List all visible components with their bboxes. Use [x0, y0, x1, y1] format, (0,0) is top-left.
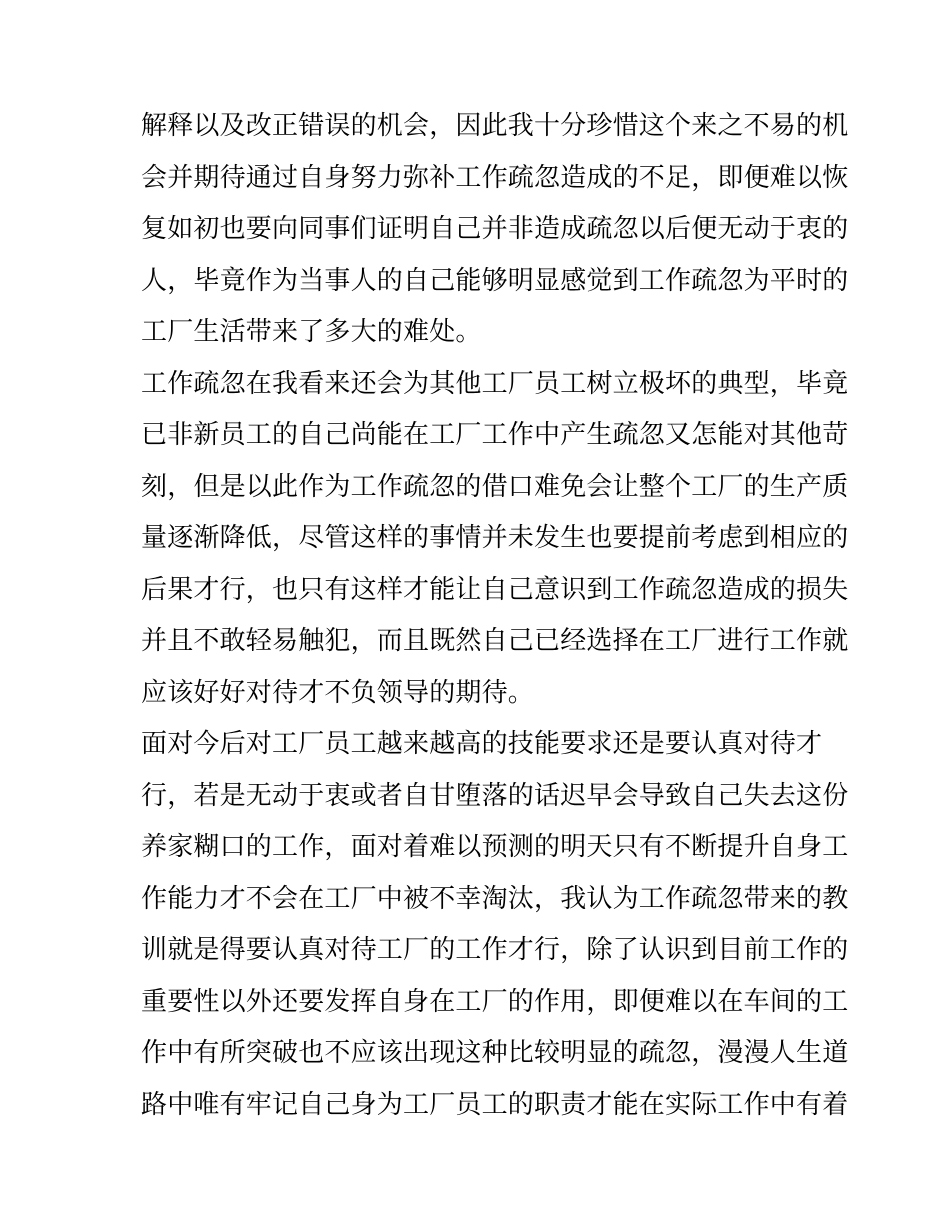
- text-line: 并且不敢轻易触犯，而且既然自己已经选择在工厂进行工作就: [141, 626, 849, 656]
- text-line: 量逐渐降低，尽管这样的事情并未发生也要提前考虑到相应的: [141, 523, 849, 553]
- body-text: [141, 101, 849, 1131]
- text-line: 人，毕竟作为当事人的自己能够明显感觉到工作疏忽为平时的: [141, 265, 849, 296]
- text-line: 行，若是无动于衷或者自甘堕落的话迟早会导致自己失去这份: [141, 780, 849, 811]
- text-line: 训就是得要认真对待工厂的工作才行，除了认识到目前工作的: [141, 935, 849, 965]
- text-line: 刻，但是以此作为工作疏忽的借口难免会让整个工厂的生产质: [141, 471, 849, 502]
- text-line: 后果才行，也只有这样才能让自己意识到工作疏忽造成的损失: [141, 574, 849, 605]
- text-line: 工厂生活带来了多大的难处。: [141, 317, 482, 347]
- text-line: 复如初也要向同事们证明自己并非造成疏忽以后便无动于衷的: [141, 214, 849, 244]
- text-line: 作中有所突破也不应该出现这种比较明显的疏忽，漫漫人生道: [141, 1038, 849, 1068]
- text-line: 解释以及改正错误的机会，因此我十分珍惜这个来之不易的机: [141, 111, 849, 141]
- text-line: 已非新员工的自己尚能在工厂工作中产生疏忽又怎能对其他苛: [141, 420, 849, 450]
- text-line: 路中唯有牢记自己身为工厂员工的职责才能在实际工作中有着: [141, 1089, 849, 1120]
- text-line: 应该好好对待才不负领导的期待。: [141, 677, 535, 708]
- text-line: 作能力才不会在工厂中被不幸淘汰，我认为工作疏忽带来的教: [141, 883, 849, 914]
- text-line: 养家糊口的工作，面对着难以预测的明天只有不断提升自身工: [141, 832, 849, 862]
- text-line: 工作疏忽在我看来还会为其他工厂员工树立极坏的典型，毕竟: [141, 368, 849, 399]
- text-line: 重要性以外还要发挥自身在工厂的作用，即便难以在车间的工: [141, 986, 849, 1017]
- text-line: 会并期待通过自身努力弥补工作疏忽造成的不足，即便难以恢: [141, 162, 849, 193]
- text-line: 面对今后对工厂员工越来越高的技能要求还是要认真对待才: [141, 729, 823, 759]
